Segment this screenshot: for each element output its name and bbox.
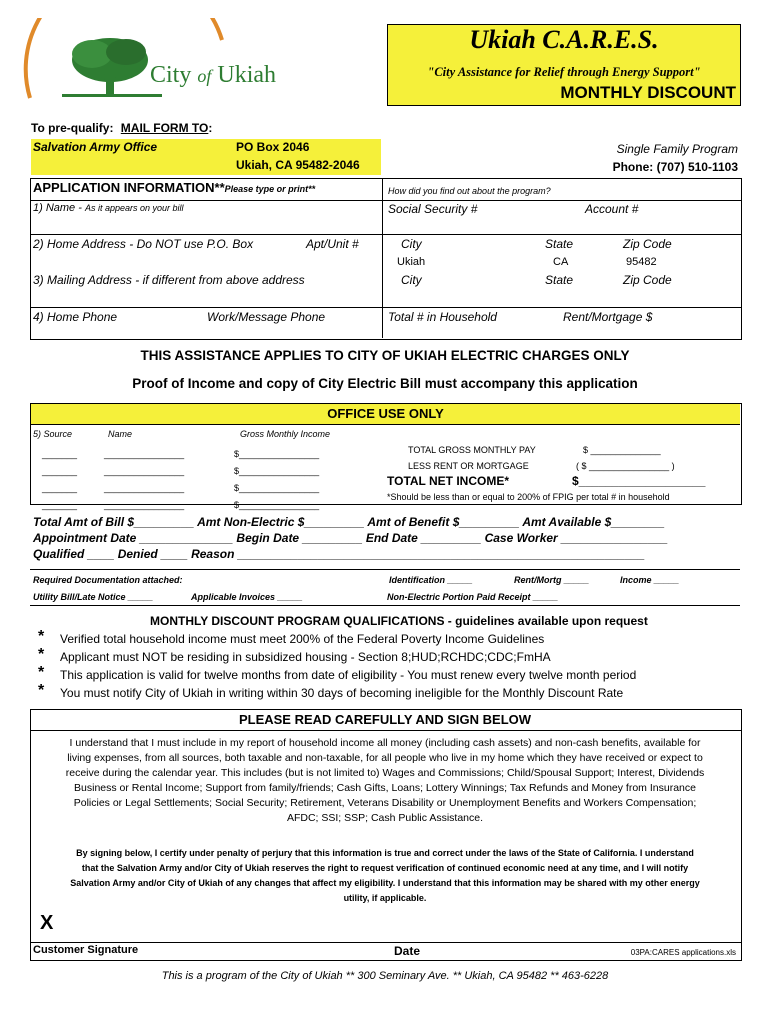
certification-line: utility, if applicable.	[343, 893, 427, 903]
logo-of: of	[197, 66, 212, 86]
qualification-text: Applicant must NOT be residing in subsidized housing - Section 8;HUD;RCHDC;CDC;FmHA	[60, 650, 551, 664]
bullet: *	[38, 682, 45, 699]
list-item	[38, 630, 738, 648]
discount-title: MONTHLY DISCOUNT	[560, 83, 736, 102]
zip-value[interactable]: 95482	[626, 256, 657, 268]
required-docs-label: Required Documentation attached:	[33, 575, 183, 585]
total-net-label: TOTAL NET INCOME*	[387, 474, 510, 488]
source-label: 5) Source	[33, 429, 73, 439]
less-rent-label: LESS RENT OR MORTGAGE	[408, 461, 529, 471]
amount-blank[interactable]: $________________	[234, 449, 320, 459]
list-item	[38, 666, 738, 684]
apt-label: Apt/Unit #	[306, 237, 359, 251]
logo-ukiah: Ukiah	[217, 62, 277, 88]
mailing-city-label: City	[401, 273, 422, 287]
file-reference: 03PA:CARES applications.xls	[630, 948, 736, 957]
application-note: Please type or print**	[224, 184, 316, 194]
sign-title: PLEASE READ CAREFULLY AND SIGN BELOW	[238, 712, 532, 727]
signature-x: X	[40, 912, 54, 934]
city-value[interactable]: Ukiah	[397, 256, 426, 268]
list-item	[38, 648, 738, 666]
bill-line: Total Amt of Bill $_________ Amt Non-Electric $_________ Amt of Benefit $_________ Amt Available $________	[33, 515, 665, 529]
footer-text: This is a program of the City of Ukiah ** 300 Seminary Ave. ** Ukiah, CA 95482 ** 463-6228	[161, 970, 609, 982]
source-blanks	[42, 446, 77, 514]
qualifications-list	[38, 630, 738, 702]
mailing-zip-label: Zip Code	[623, 273, 672, 287]
signature-field[interactable]	[30, 912, 390, 942]
identification-check[interactable]: Identification _____	[389, 575, 473, 585]
certification-statement	[32, 846, 738, 906]
list-item	[38, 684, 738, 702]
statement-line: Policies or Legal Settlements; Social Security; Retirement, Veterans Disability or Unemployment Benefits and Workers Compensation;	[73, 797, 697, 809]
name-blank[interactable]: ________________	[104, 500, 185, 510]
amount-blank[interactable]: $________________	[234, 483, 320, 493]
qualified-line: Qualified ____ Denied ____ Reason _____________________________________________________________	[33, 547, 645, 561]
name-label-text: 1) Name -	[33, 202, 82, 214]
name-blanks	[104, 446, 184, 514]
rent-mortg-check[interactable]: Rent/Mortg _____	[514, 575, 590, 585]
application-title-text: APPLICATION INFORMATION**	[33, 180, 225, 195]
non-electric-check[interactable]: Non-Electric Portion Paid Receipt _____	[387, 592, 559, 602]
state-value[interactable]: CA	[553, 256, 569, 268]
prequalify-line	[31, 121, 212, 135]
prequalify-label: To pre-qualify:	[31, 121, 114, 135]
certification-line: that the Salvation Army and/or City of Ukiah reserves the right to request verification of continued economic need at any time, and I will notify	[81, 863, 689, 873]
certification-line: Salvation Army and/or City of Ukiah of any changes that affect my eligibility. I understand that this information may be shared with my other energy	[70, 878, 700, 888]
name-field[interactable]	[30, 218, 740, 234]
logo-wordmark	[150, 62, 276, 89]
single-family: Single Family Program	[616, 142, 738, 156]
city-logo	[22, 18, 292, 106]
source-blank[interactable]: _______	[42, 466, 78, 476]
source-blank[interactable]: _______	[42, 449, 78, 459]
mailing-address-label: 3) Mailing Address - if different from above address	[33, 273, 305, 287]
office-name: Salvation Army Office	[33, 140, 158, 154]
qualifications-title: MONTHLY DISCOUNT PROGRAM QUALIFICATIONS - guidelines available upon request	[150, 614, 648, 628]
date-field[interactable]	[392, 912, 622, 942]
statement-line: Business or Rental Income; Support from family/friends; Cash Gifts, Loans; Lottery Winnings; Tax Refunds and Money from Insurance	[74, 782, 696, 794]
how-found-label: How did you find out about the program?	[388, 186, 551, 196]
utility-bill-check[interactable]: Utility Bill/Late Notice _____	[33, 592, 154, 602]
mailing-state-label: State	[545, 273, 574, 287]
total-net-value[interactable]: $___________________	[572, 474, 706, 488]
appointment-line: Appointment Date ______________ Begin Date _________ End Date _________ Case Worker ________________	[33, 531, 668, 545]
proof-notice: Proof of Income and copy of City Electric Bill must accompany this application	[132, 376, 638, 391]
name-col-label: Name	[108, 429, 133, 439]
bullet: *	[38, 628, 45, 645]
amount-blank[interactable]: $________________	[234, 466, 320, 476]
logo-city: City	[150, 62, 192, 88]
name-blank[interactable]: ________________	[104, 466, 185, 476]
amount-blanks	[234, 446, 319, 514]
statement-line: AFDC; SSI; SSP; Cash Public Assistance.	[286, 812, 484, 824]
mail-form-to: MAIL FORM TO	[120, 121, 209, 135]
name-hint: As it appears on your bill	[84, 203, 184, 213]
city-label: City	[401, 237, 422, 251]
customer-signature-label: Customer Signature	[33, 944, 139, 956]
applies-notice: THIS ASSISTANCE APPLIES TO CITY OF UKIAH ELECTRIC CHARGES ONLY	[140, 348, 630, 363]
qualification-text: You must notify City of Ukiah in writing within 30 days of becoming ineligible for the Monthly Discount Rate	[60, 686, 624, 700]
name-label	[33, 202, 184, 214]
certification-line: By signing below, I certify under penalty of perjury that this information is true and correct under the laws of the State of California. I understand	[76, 848, 694, 858]
statement-line: receive during the calendar year. This includes (but is not limited to) Wages and Commissions; Child/Spousal Support; Interest, Dividends	[65, 767, 705, 779]
statement-line: living expenses, from all sources, both taxable and non-taxable, for all people who live in my home which they have received or expect to	[67, 752, 703, 764]
source-blank[interactable]: _______	[42, 500, 78, 510]
amount-blank[interactable]: $________________	[234, 500, 320, 510]
income-check[interactable]: Income _____	[620, 575, 680, 585]
source-blank[interactable]: _______	[42, 483, 78, 493]
account-label: Account #	[585, 202, 639, 216]
household-label: Total # in Household	[388, 310, 497, 324]
work-phone-label: Work/Message Phone	[207, 310, 326, 324]
invoices-check[interactable]: Applicable Invoices _____	[191, 592, 303, 602]
statement-line: I understand that I must include in my report of household income all money (including cash assets) and non-cash benefits, available for	[69, 737, 701, 749]
program-subtitle: "City Assistance for Relief through Energy Support"	[427, 65, 701, 79]
fpig-note: *Should be less than or equal to 200% of FPIG per total # in household	[387, 492, 670, 502]
ssn-label: Social Security #	[388, 202, 478, 216]
zip-label: Zip Code	[623, 237, 672, 251]
program-title: Ukiah C.A.R.E.S.	[469, 25, 659, 54]
less-rent-value[interactable]: ( $ ________________ )	[576, 461, 675, 471]
state-label: State	[545, 237, 574, 251]
home-phone-label: 4) Home Phone	[33, 310, 118, 324]
phone: Phone: (707) 510-1103	[612, 160, 738, 174]
name-blank[interactable]: ________________	[104, 483, 185, 493]
name-blank[interactable]: ________________	[104, 449, 185, 459]
office-use-title: OFFICE USE ONLY	[31, 404, 740, 425]
po-box: PO Box 2046	[236, 140, 310, 154]
gross-label: Gross Monthly Income	[240, 429, 331, 439]
application-title	[33, 180, 315, 195]
city-zip: Ukiah, CA 95482-2046	[236, 158, 360, 172]
bullet: *	[38, 646, 45, 663]
rent-label: Rent/Mortgage $	[563, 310, 653, 324]
income-statement	[32, 736, 738, 826]
total-gross-value[interactable]: $ ______________	[583, 445, 661, 455]
date-label: Date	[394, 944, 421, 958]
qualification-text: This application is valid for twelve months from date of eligibility - You must renew every twelve month period	[60, 668, 637, 682]
colon: :	[208, 121, 213, 135]
home-address-label: 2) Home Address - Do NOT use P.O. Box	[33, 237, 254, 251]
bullet: *	[38, 664, 45, 681]
qualification-text: Verified total household income must meet 200% of the Federal Poverty Income Guidelines	[60, 632, 545, 646]
total-gross-label: TOTAL GROSS MONTHLY PAY	[408, 445, 536, 455]
program-banner	[387, 24, 741, 106]
